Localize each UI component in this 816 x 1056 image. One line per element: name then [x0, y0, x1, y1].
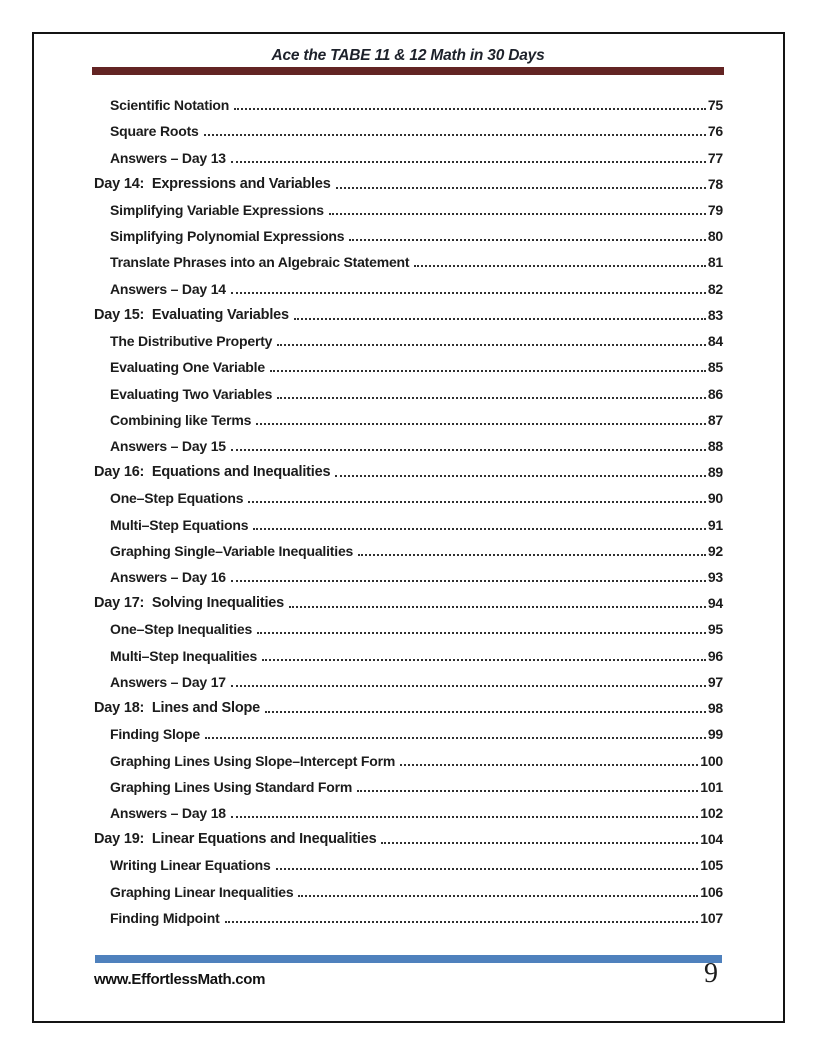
toc-entry-page: 83 [707, 306, 723, 323]
toc-entry-label: Translate Phrases into an Algebraic Statement [110, 254, 410, 271]
toc-leader-dots [358, 554, 706, 556]
toc-leader-dots [381, 842, 698, 844]
toc-leader-dots [262, 659, 706, 661]
toc-entry [94, 721, 723, 747]
toc-entry-page: 97 [707, 673, 723, 690]
toc-leader-dots [277, 344, 706, 346]
toc-leader-dots [231, 161, 706, 163]
toc-entry-page: 81 [707, 254, 723, 271]
toc-entry-page: 101 [700, 778, 723, 795]
toc-entry-page: 88 [707, 437, 723, 454]
toc-leader-dots [276, 868, 699, 870]
toc-entry-page: 78 [707, 175, 723, 192]
toc-entry-label: Multi–Step Equations [110, 516, 249, 533]
book-title-header: Ace the TABE 11 & 12 Math in 30 Days [271, 47, 545, 64]
toc-entry-label: Answers – Day 13 [110, 149, 226, 166]
toc-entry-label: Day 15: Evaluating Variables [94, 306, 289, 323]
toc-entry-label: Scientific Notation [110, 97, 230, 114]
toc-leader-dots [231, 816, 698, 818]
toc-entry-page: 77 [707, 149, 723, 166]
toc-entry-label: Graphing Lines Using Slope–Intercept Form [110, 752, 396, 769]
toc-leader-dots [231, 580, 706, 582]
toc-entry-page: 89 [707, 464, 723, 481]
toc-entry [94, 276, 723, 302]
toc-entry [94, 302, 723, 328]
toc-entry-label: Graphing Single–Variable Inequalities [110, 542, 354, 559]
toc-entry-page: 87 [707, 411, 723, 428]
toc-entry [94, 459, 723, 485]
toc-entry-label: One–Step Equations [110, 490, 244, 507]
toc-entry [94, 171, 723, 197]
toc-leader-dots [335, 475, 705, 477]
toc-entry [94, 118, 723, 144]
toc-entry-label: Multi–Step Inequalities [110, 647, 258, 664]
toc-leader-dots [336, 187, 706, 189]
toc-entry-page: 107 [700, 909, 723, 926]
toc-entry [94, 328, 723, 354]
toc-entry-page: 99 [707, 726, 723, 743]
toc-entry-page: 91 [707, 516, 723, 533]
toc-entry [94, 144, 723, 170]
toc-entry-page: 86 [707, 385, 723, 402]
toc-entry-page: 90 [707, 490, 723, 507]
toc-leader-dots [349, 239, 705, 241]
toc-entry-page: 82 [707, 280, 723, 297]
toc-entry-label: Answers – Day 16 [110, 569, 226, 586]
toc-leader-dots [277, 397, 706, 399]
toc-leader-dots [204, 134, 706, 136]
footer-bar [95, 955, 722, 963]
toc-entry-page: 79 [707, 201, 723, 218]
toc-entry-page: 106 [700, 883, 723, 900]
toc-leader-dots [400, 764, 698, 766]
toc-leader-dots [231, 685, 706, 687]
toc-leader-dots [231, 449, 706, 451]
toc-entry [94, 590, 723, 616]
toc-leader-dots [289, 606, 706, 608]
toc-entry [94, 197, 723, 223]
toc-entry-label: Day 16: Equations and Inequalities [94, 464, 331, 481]
toc-entry-label: Answers – Day 17 [110, 673, 226, 690]
toc-entry-label: One–Step Inequalities [110, 621, 253, 638]
toc-entry-page: 104 [700, 831, 723, 848]
toc-entry-label: Graphing Lines Using Standard Form [110, 778, 353, 795]
toc-entry [94, 747, 723, 773]
toc-leader-dots [234, 108, 706, 110]
toc-entry-label: Simplifying Polynomial Expressions [110, 228, 345, 245]
toc-entry-label: Finding Midpoint [110, 909, 220, 926]
toc-entry-label: Answers – Day 15 [110, 437, 226, 454]
toc-entry [94, 826, 723, 852]
header-rule [92, 67, 724, 75]
toc-leader-dots [256, 423, 706, 425]
toc-entry [94, 695, 723, 721]
toc-entry-page: 80 [707, 228, 723, 245]
toc-entry [94, 433, 723, 459]
toc-entry-label: Day 17: Solving Inequalities [94, 595, 285, 612]
toc-leader-dots [265, 711, 706, 713]
toc-entry-page: 95 [707, 621, 723, 638]
toc-entry-label: Answers – Day 14 [110, 280, 226, 297]
toc-entry-label: Graphing Linear Inequalities [110, 883, 294, 900]
toc-entry-page: 100 [700, 752, 723, 769]
toc-entry-page: 92 [707, 542, 723, 559]
toc-leader-dots [205, 737, 706, 739]
toc-entry-label: Simplifying Variable Expressions [110, 201, 324, 218]
toc-entry [94, 354, 723, 380]
footer-website: www.EffortlessMath.com [94, 971, 266, 988]
toc-entry [94, 800, 723, 826]
toc-entry-page: 105 [700, 857, 723, 874]
toc-entry-page: 102 [700, 805, 723, 822]
toc-entry-page: 98 [707, 700, 723, 717]
toc-entry-label: Combining like Terms [110, 411, 252, 428]
toc-entry-label: Answers – Day 18 [110, 805, 226, 822]
toc-entry [94, 669, 723, 695]
toc-entry [94, 223, 723, 249]
toc-leader-dots [414, 265, 705, 267]
toc-entry [94, 852, 723, 878]
toc-entry-page: 84 [707, 333, 723, 350]
toc-leader-dots [329, 213, 706, 215]
toc-leader-dots [253, 528, 705, 530]
toc-entry [94, 879, 723, 905]
toc-entry [94, 92, 723, 118]
toc-entry [94, 249, 723, 275]
toc-entry-page: 75 [707, 97, 723, 114]
toc-entry-label: Day 18: Lines and Slope [94, 700, 261, 717]
toc-entry [94, 643, 723, 669]
toc-entry [94, 905, 723, 931]
toc-entry [94, 512, 723, 538]
toc-leader-dots [294, 318, 706, 320]
toc-list [94, 92, 723, 931]
toc-entry-page: 96 [707, 647, 723, 664]
toc-leader-dots [298, 895, 698, 897]
toc-entry [94, 774, 723, 800]
toc-entry-page: 94 [707, 595, 723, 612]
toc-leader-dots [357, 790, 698, 792]
toc-entry-label: Finding Slope [110, 726, 200, 743]
page-number: 9 [704, 958, 718, 989]
toc-leader-dots [257, 632, 706, 634]
toc-entry-label: Day 14: Expressions and Variables [94, 175, 331, 192]
toc-entry [94, 380, 723, 406]
toc-entry-label: Day 19: Linear Equations and Inequalities [94, 831, 377, 848]
toc-entry-page: 93 [707, 569, 723, 586]
toc-leader-dots [225, 921, 699, 923]
toc-leader-dots [231, 292, 706, 294]
toc-entry [94, 538, 723, 564]
toc-entry [94, 485, 723, 511]
toc-leader-dots [270, 370, 706, 372]
toc-entry-page: 76 [707, 123, 723, 140]
toc-entry [94, 616, 723, 642]
toc-entry [94, 564, 723, 590]
toc-entry-label: The Distributive Property [110, 333, 273, 350]
toc-entry [94, 407, 723, 433]
toc-leader-dots [248, 501, 706, 503]
toc-entry-label: Square Roots [110, 123, 199, 140]
toc-entry-label: Evaluating One Variable [110, 359, 265, 376]
toc-entry-label: Evaluating Two Variables [110, 385, 273, 402]
toc-entry-label: Writing Linear Equations [110, 857, 271, 874]
toc-entry-page: 85 [707, 359, 723, 376]
